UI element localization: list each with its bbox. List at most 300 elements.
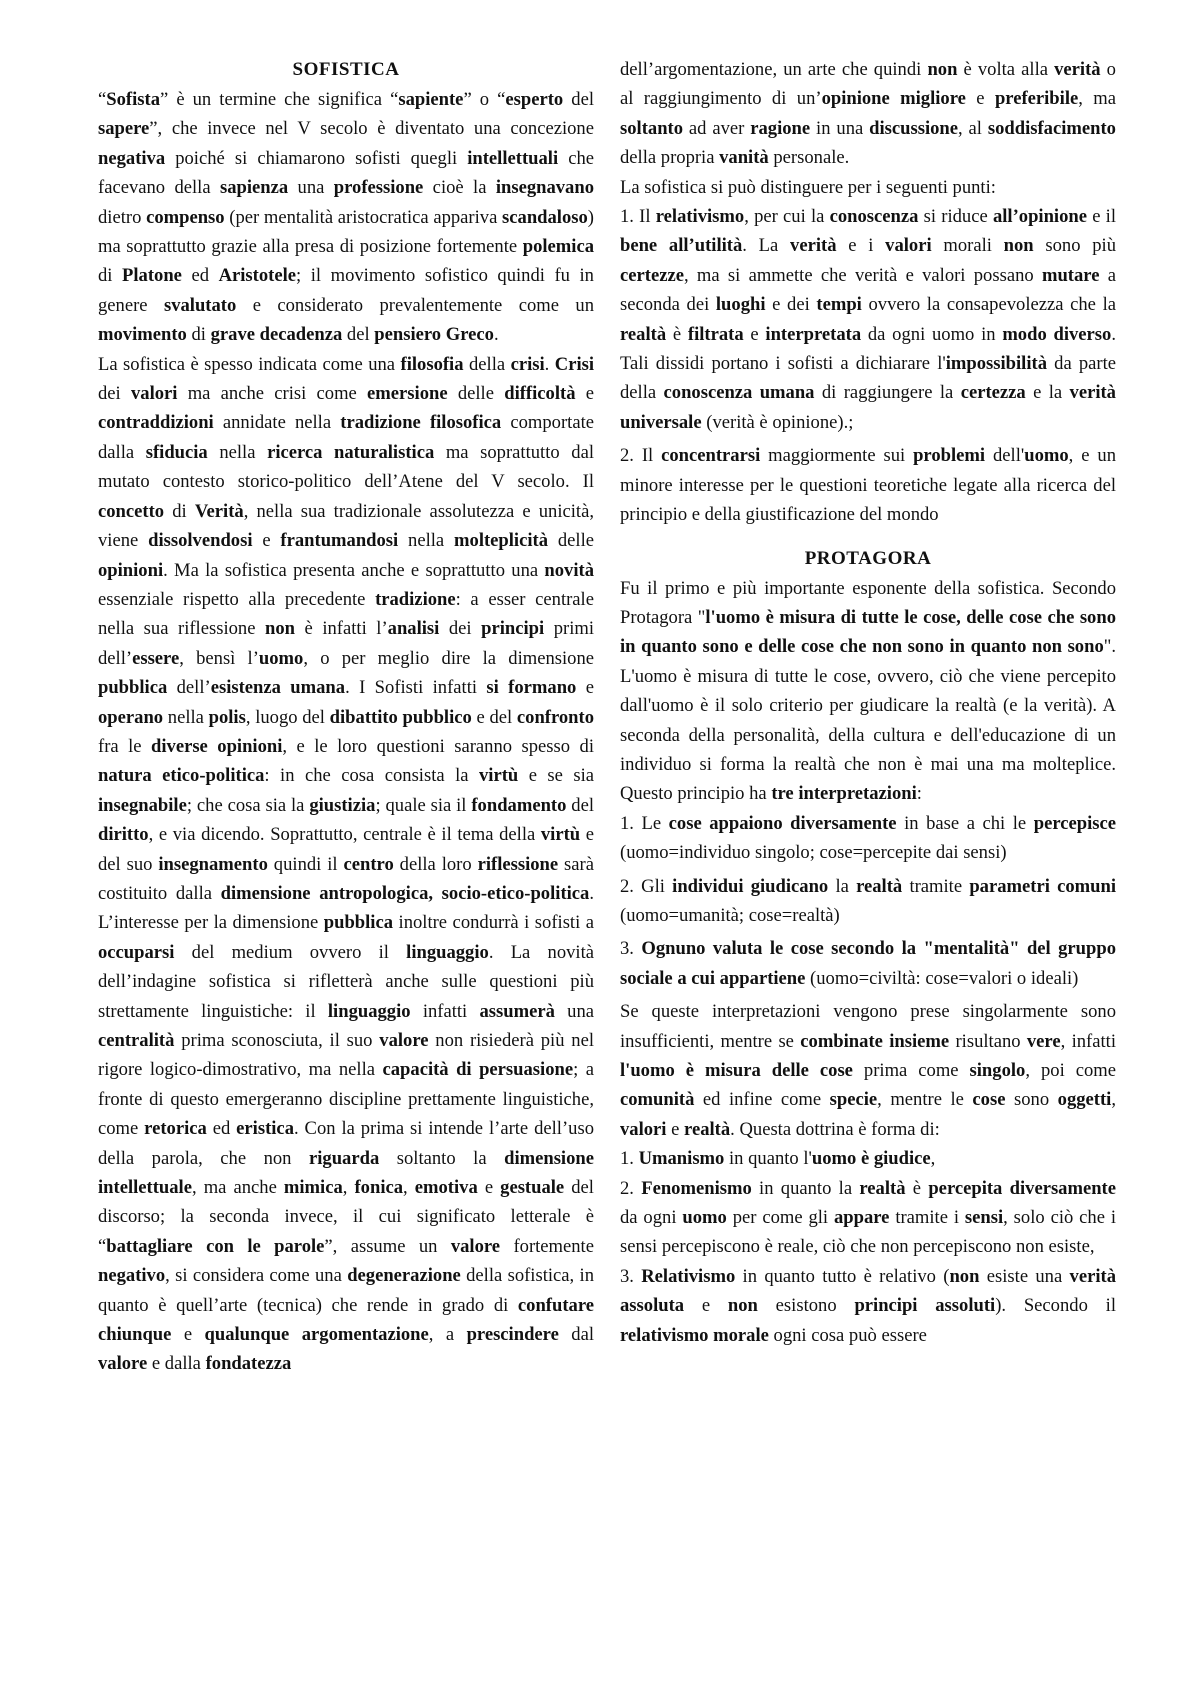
text-run: , xyxy=(930,1148,936,1170)
bold-text-run: certezza xyxy=(960,382,1026,404)
bold-text-run: preferibile xyxy=(994,88,1079,110)
text-run: cioè la xyxy=(423,177,496,199)
text-run: . Con la prima si intende l’arte dell’uso della parola, che non xyxy=(98,1118,594,1169)
bold-text-run: interpretata xyxy=(765,323,862,345)
bold-text-run: percepisce xyxy=(1033,812,1116,834)
bold-text-run: negativo xyxy=(98,1265,166,1287)
text-run: è xyxy=(905,1177,929,1199)
text-run: in quanto tutto è relativo ( xyxy=(735,1265,950,1287)
bold-text-run: tradizione filosofica xyxy=(340,412,502,434)
bold-text-run: sfiducia xyxy=(145,441,208,463)
bold-text-run: confronto xyxy=(516,706,595,728)
text-run: , poi come xyxy=(1025,1060,1116,1081)
bold-text-run: frantumandosi xyxy=(280,530,399,552)
section-title-protagora: PROTAGORA xyxy=(804,547,932,569)
text-run: e xyxy=(477,1177,501,1199)
bold-text-run: verità universale xyxy=(620,382,1116,433)
bold-text-run: non xyxy=(727,1295,758,1317)
text-run: , infatti xyxy=(1060,1030,1116,1052)
bold-text-run: combinate insieme xyxy=(800,1030,950,1052)
paragraph xyxy=(620,173,1116,202)
text-run: e xyxy=(743,323,766,345)
bold-text-run: principi assoluti xyxy=(854,1295,996,1317)
bold-text-run: filtrata xyxy=(687,323,744,345)
bold-text-run: luoghi xyxy=(715,294,766,316)
bold-text-run: comunità xyxy=(620,1089,695,1111)
bold-text-run: insegnabile xyxy=(98,794,187,816)
text-run: Se queste interpretazioni vengono prese singolarmente sono insufficienti, mentre se xyxy=(620,1001,1116,1052)
bold-text-run: tempi xyxy=(816,294,862,316)
text-run: della loro xyxy=(393,853,478,875)
bold-text-run: fondatezza xyxy=(205,1353,292,1375)
bold-text-run: non xyxy=(265,618,295,640)
bold-text-run: confutare chiunque xyxy=(98,1294,594,1346)
bold-text-run: molteplicità xyxy=(454,530,549,552)
text-run: , ma xyxy=(1078,88,1116,110)
text-run: e la xyxy=(1025,382,1070,404)
bold-text-run: singolo xyxy=(969,1060,1026,1081)
text-run: della sofistica, in quanto è quell’arte (tecnica) che rende in grado di xyxy=(98,1265,594,1316)
bold-text-run: realtà xyxy=(620,323,667,345)
bold-text-run: uomo è giudice xyxy=(811,1148,931,1170)
text-run: , a xyxy=(428,1324,467,1346)
bold-text-run: Ognuno valuta le cose secondo la "mentalità" del gruppo sociale a cui appartiene xyxy=(620,938,1117,989)
text-run: del xyxy=(342,324,375,346)
paragraph xyxy=(620,1262,1116,1350)
bold-text-run: mutare xyxy=(1041,264,1100,286)
text-run: , bensì l’ xyxy=(179,647,259,669)
bold-text-run: cose xyxy=(972,1089,1006,1111)
text-run: ed xyxy=(206,1118,237,1140)
text-run: infatti xyxy=(410,1000,480,1022)
text-run: e i xyxy=(836,235,886,257)
text-run: ”, che invece nel V secolo è diventato una concezione xyxy=(149,118,594,140)
bold-text-run: giustizia xyxy=(309,794,376,816)
text-run: una xyxy=(288,177,334,199)
bold-text-run: novità xyxy=(544,559,594,581)
bold-text-run: Verità xyxy=(194,500,244,522)
bold-text-run: qualunque argomentazione xyxy=(204,1324,429,1346)
bold-text-run: valore xyxy=(379,1030,429,1051)
bold-text-run: contraddizioni xyxy=(98,412,214,434)
text-run: in quanto la xyxy=(751,1177,860,1199)
bold-text-run: grave decadenza xyxy=(210,324,343,346)
text-run: non risiederà più nel rigore logico-dimostrativo, ma nella xyxy=(98,1030,594,1081)
bold-text-run: Sofista xyxy=(106,89,160,110)
bold-text-run: percepita diversamente xyxy=(928,1177,1117,1199)
text-run: maggiormente sui xyxy=(760,445,914,467)
bold-text-run: prescindere xyxy=(466,1324,559,1346)
bold-text-run: operano xyxy=(98,706,164,728)
text-run: di xyxy=(186,324,211,346)
bold-text-run: degenerazione xyxy=(347,1265,461,1287)
paragraph xyxy=(620,809,1116,868)
text-run: , per cui la xyxy=(744,206,830,228)
text-run: e xyxy=(252,530,281,552)
bold-text-run: verità assoluta xyxy=(620,1265,1116,1317)
bold-text-run: centralità xyxy=(98,1030,175,1051)
text-run: e dalla xyxy=(147,1353,206,1375)
text-run: : a esser centrale nella sua riflessione xyxy=(98,588,594,640)
text-run: . La xyxy=(742,235,791,257)
text-run: , e via dicendo. Soprattutto, centrale è il tema della xyxy=(148,824,541,846)
text-run: e xyxy=(965,88,995,110)
bold-text-run: cose appaiono diversamente xyxy=(668,812,897,834)
paragraph xyxy=(98,85,594,350)
text-run: . Questa dottrina è forma di: xyxy=(730,1118,940,1140)
bold-text-run: tradizione xyxy=(375,588,456,610)
text-run: (per mentalità aristocratica appariva xyxy=(224,206,503,228)
bold-text-run: parametri comuni xyxy=(969,875,1116,897)
bold-text-run: fonica xyxy=(354,1177,404,1199)
bold-text-run: dimensione antropologica, socio-etico-politica xyxy=(220,882,590,904)
bold-text-run: polemica xyxy=(522,236,594,258)
text-run: . Ma la sofistica presenta anche e soprattutto una xyxy=(163,559,545,581)
text-run: nella xyxy=(398,530,455,552)
text-run: comportate dalla xyxy=(98,412,594,463)
text-run: ovvero la consapevolezza che la xyxy=(861,294,1116,316)
paragraph xyxy=(620,997,1116,1144)
bold-text-run: intellettuali xyxy=(467,147,559,169)
text-run: . xyxy=(493,324,499,346)
text-run: e del xyxy=(471,706,517,728)
bold-text-run: diverse opinioni xyxy=(151,735,283,757)
text-run: da ogni xyxy=(620,1207,683,1229)
bold-text-run: tre interpretazioni xyxy=(771,783,917,805)
bold-text-run: svalutato xyxy=(163,294,237,316)
text-run: fortemente xyxy=(500,1235,594,1257)
bold-text-run: linguaggio xyxy=(327,1000,411,1022)
paragraph xyxy=(620,934,1116,993)
text-run: (verità è opinione).; xyxy=(701,411,854,433)
text-run: e dei xyxy=(765,294,817,316)
text-run: sono xyxy=(1005,1089,1058,1111)
text-run: del xyxy=(563,89,594,110)
bold-text-run: emotiva xyxy=(414,1177,478,1199)
bold-text-run: scandaloso xyxy=(502,206,588,228)
text-run: soltanto la xyxy=(379,1147,505,1169)
bold-text-run: battagliare con le parole xyxy=(106,1235,325,1257)
text-run: prima sconosciuta, il suo xyxy=(174,1030,380,1051)
bold-text-run: certezze xyxy=(620,264,684,286)
bold-text-run: mimica xyxy=(283,1177,343,1199)
text-run: 1. xyxy=(620,1148,639,1170)
bold-text-run: realtà xyxy=(684,1118,731,1140)
text-run: ". L'uomo è misura di tutte le cose, ovvero, ciò che viene percepito dall'uomo è il solo criterio per giudicare la realtà (e la verità). A seconda della personalità, della cultura e dell'educazione di un individuo si forma la realtà che non è mai una ma molteplice. Questo principio ha xyxy=(620,636,1116,805)
text-run: . xyxy=(544,353,555,375)
bold-text-run: opinioni xyxy=(98,559,164,581)
bold-text-run: l'uomo è misura di tutte le cose, delle cose che sono in quanto sono e delle cose che non sono in quanto non sono xyxy=(620,606,1116,658)
bold-text-run: esistenza umana xyxy=(210,677,346,699)
bold-text-run: uomo xyxy=(258,647,304,669)
bold-text-run: Relativismo xyxy=(641,1265,736,1287)
text-run: 2. Il xyxy=(620,445,662,467)
bold-text-run: uomo xyxy=(682,1207,727,1229)
text-run: da ogni uomo in xyxy=(861,323,1003,345)
bold-text-run: dissolvendosi xyxy=(148,530,253,552)
bold-text-run: movimento xyxy=(98,324,187,346)
bold-text-run: uomo xyxy=(1024,445,1069,467)
text-run: La sofistica si può distinguere per i seguenti punti: xyxy=(620,176,996,198)
text-run: ; il movimento sofistico quindi fu in genere xyxy=(98,265,594,316)
text-run: e xyxy=(575,383,595,405)
text-run: ed infine come xyxy=(694,1089,830,1111)
bold-text-run: appare xyxy=(833,1207,890,1229)
bold-text-run: realtà xyxy=(859,1177,906,1199)
bold-text-run: compenso xyxy=(146,206,225,228)
bold-text-run: difficoltà xyxy=(504,383,576,405)
text-run: , xyxy=(403,1177,415,1199)
bold-text-run: soltanto xyxy=(620,117,684,139)
text-run: inoltre condurrà i sofisti a xyxy=(393,912,595,934)
bold-text-run: analisi xyxy=(387,618,440,640)
bold-text-run: capacità di persuasione xyxy=(382,1059,574,1081)
bold-text-run: modo diverso xyxy=(1002,323,1112,345)
bold-text-run: soddisfacimento xyxy=(987,117,1116,139)
text-run: ; a fronte di questo emergeranno discipline prettamente linguistiche, come xyxy=(98,1059,594,1140)
text-run: è xyxy=(666,323,688,345)
text-run: , nella sua tradizionale assolutezza e unicità, viene xyxy=(98,500,594,552)
text-run: Fu il primo e più importante esponente della sofistica. Secondo Protagora " xyxy=(620,577,1116,628)
bold-text-run: realtà xyxy=(856,875,903,897)
bold-text-run: concetto xyxy=(98,500,165,522)
text-run: e il xyxy=(1086,206,1116,228)
text-run: ma soprattutto dal mutato contesto storico-politico dell’Atene del V secolo. Il xyxy=(98,441,594,493)
text-run: dell’ xyxy=(167,677,211,699)
text-run: dei xyxy=(98,383,131,405)
bold-text-run: verità xyxy=(1054,59,1101,80)
text-run: per come gli xyxy=(726,1207,834,1229)
text-run: dei xyxy=(439,618,482,640)
text-run: della propria xyxy=(620,147,720,169)
paragraph xyxy=(620,872,1116,931)
text-run: ). Secondo il xyxy=(995,1295,1116,1317)
bold-text-run: riguarda xyxy=(309,1147,380,1169)
bold-text-run: non xyxy=(927,59,958,80)
text-run: esistono xyxy=(757,1295,855,1317)
text-run: della xyxy=(463,353,511,375)
text-run: in una xyxy=(810,117,870,139)
bold-text-run: fondamento xyxy=(471,794,567,816)
text-run: e xyxy=(576,677,594,699)
bold-text-run: opinione migliore xyxy=(821,88,966,110)
bold-text-run: valori xyxy=(620,1118,667,1140)
text-run: nella xyxy=(207,441,268,463)
bold-text-run: Fenomenismo xyxy=(641,1177,752,1199)
text-run: La sofistica è spesso indicata come una xyxy=(98,353,401,375)
right-column-body-top xyxy=(620,55,1116,530)
paragraph xyxy=(620,441,1116,529)
bold-text-run: assumerà xyxy=(479,1000,555,1022)
paragraph xyxy=(98,350,594,1379)
bold-text-run: centro xyxy=(343,853,394,875)
text-run: una xyxy=(554,1000,594,1022)
text-run: risultano xyxy=(949,1030,1027,1052)
bold-text-run: virtù xyxy=(478,765,519,787)
bold-text-run: relativismo morale xyxy=(620,1324,769,1346)
bold-text-run: professione xyxy=(333,177,424,199)
bold-text-run: essere xyxy=(132,647,180,669)
right-column xyxy=(620,55,1116,1350)
text-run: del xyxy=(566,794,594,816)
bold-text-run: ragione xyxy=(750,117,811,139)
text-run: , mentre le xyxy=(877,1089,973,1111)
bold-text-run: filosofia xyxy=(400,353,464,375)
bold-text-run: concentrarsi xyxy=(661,445,761,467)
text-run: , si considera come una xyxy=(165,1265,348,1287)
bold-text-run: gestuale xyxy=(500,1177,565,1199)
text-run: , e le loro questioni saranno spesso di xyxy=(282,735,595,757)
bold-text-run: valori xyxy=(130,383,178,405)
text-run: e se sia xyxy=(518,765,595,787)
bold-text-run: sapienza xyxy=(219,177,289,199)
text-run: , luogo del xyxy=(245,706,330,728)
text-run: dietro xyxy=(98,206,147,228)
text-run: (uomo=umanità; cose=realtà) xyxy=(620,904,840,926)
right-column-body-bottom xyxy=(620,574,1116,1351)
bold-text-run: insegnavano xyxy=(495,177,594,199)
bold-text-run: discussione xyxy=(869,117,959,139)
text-run: ed xyxy=(181,265,219,287)
text-run: la xyxy=(828,875,857,897)
bold-text-run: Crisi xyxy=(554,353,595,375)
text-run: ; che cosa sia la xyxy=(186,794,310,816)
bold-text-run: dibattito pubblico xyxy=(329,706,472,728)
text-run: e xyxy=(666,1118,685,1140)
text-run: da parte della xyxy=(620,353,1116,404)
text-run: dell’argomentazione, un arte che quindi xyxy=(620,59,928,80)
bold-text-run: impossibilità xyxy=(945,353,1047,375)
bold-text-run: occuparsi xyxy=(98,941,175,963)
text-run: in base a chi le xyxy=(896,812,1034,834)
text-run: e xyxy=(684,1295,728,1317)
bold-text-run: ricerca naturalistica xyxy=(267,441,435,463)
text-run: (uomo=individuo singolo; cose=percepite dai sensi) xyxy=(620,842,1007,864)
bold-text-run: oggetti xyxy=(1057,1089,1112,1111)
bold-text-run: riflessione xyxy=(477,853,559,875)
bold-text-run: retorica xyxy=(144,1118,207,1140)
bold-text-run: valore xyxy=(450,1235,501,1257)
text-run: di xyxy=(164,500,195,522)
bold-text-run: dimensione intellettuale xyxy=(98,1147,594,1199)
text-run: tramite xyxy=(902,875,970,897)
text-run: che facevano della xyxy=(98,147,594,199)
text-run: ) ma soprattutto grazie alla presa di posizione fortemente xyxy=(98,206,594,258)
bold-text-run: si formano xyxy=(486,677,577,699)
bold-text-run: non xyxy=(949,1265,980,1287)
text-run: e xyxy=(171,1324,205,1346)
bold-text-run: eristica xyxy=(236,1118,294,1140)
bold-text-run: relativismo xyxy=(655,206,745,228)
bold-text-run: principi xyxy=(481,618,545,640)
text-run: è infatti l’ xyxy=(295,618,388,640)
bold-text-run: crisi xyxy=(510,353,545,375)
bold-text-run: specie xyxy=(829,1089,878,1111)
text-run: fra le xyxy=(98,735,152,757)
bold-text-run: diritto xyxy=(98,824,149,846)
bold-text-run: bene all’utilità xyxy=(620,235,743,257)
text-run: 3. xyxy=(620,938,642,960)
text-run: dal xyxy=(558,1324,594,1346)
text-run: nella xyxy=(163,706,209,728)
paragraph xyxy=(620,55,1116,173)
bold-text-run: negativa xyxy=(98,147,166,169)
text-run: 2. Gli xyxy=(620,875,673,897)
text-run: . L’interesse per la dimensione xyxy=(98,882,595,934)
text-run: essenziale rispetto alla precedente xyxy=(98,588,376,610)
bold-text-run: pensiero Greco xyxy=(374,324,494,346)
text-run: , al xyxy=(958,117,988,139)
text-run: ; quale sia il xyxy=(375,794,472,816)
text-run: ”, assume un xyxy=(324,1235,451,1257)
bold-text-run: vere xyxy=(1026,1030,1061,1052)
text-run: di raggiungere la xyxy=(814,382,961,404)
text-run: ogni cosa può essere xyxy=(768,1324,927,1346)
text-run: , xyxy=(342,1177,355,1199)
section-title-sofistica: SOFISTICA xyxy=(292,59,400,80)
text-run: di xyxy=(98,265,123,287)
text-run: , e un minore interesse per le questioni teoretiche legate alla ricerca del principio e della giustificazione del mondo xyxy=(620,445,1116,526)
text-run: . La novità dell’indagine sofistica si rifletterà anche sulle questioni più strettamente linguistiche: il xyxy=(98,941,594,1022)
text-run: in quanto l' xyxy=(724,1148,812,1170)
text-run: morali xyxy=(931,235,1004,257)
bold-text-run: pubblica xyxy=(323,912,394,934)
text-run: sarà costituito dalla xyxy=(98,853,594,904)
text-run: tramite i xyxy=(889,1207,965,1229)
text-run: ” è un termine che significa “ xyxy=(160,89,399,110)
text-run: 1. Le xyxy=(620,812,669,834)
text-run: personale. xyxy=(768,147,850,169)
bold-text-run: individui giudicano xyxy=(672,875,829,897)
text-run: : xyxy=(916,783,922,805)
text-run: , xyxy=(1111,1089,1116,1111)
text-run: si riduce xyxy=(918,206,993,228)
text-run: 1. Il xyxy=(620,206,656,228)
bold-text-run: conoscenza umana xyxy=(663,382,815,404)
text-run: ma anche crisi come xyxy=(177,383,368,405)
bold-text-run: all’opinione xyxy=(992,206,1087,228)
text-run: poiché si chiamarono sofisti quegli xyxy=(165,147,468,169)
bold-text-run: insegnamento xyxy=(158,853,268,875)
text-run: : in che cosa consista la xyxy=(264,765,479,787)
text-run: prima come xyxy=(852,1060,970,1081)
bold-text-run: vanità xyxy=(719,147,769,169)
paragraph xyxy=(620,1144,1116,1173)
text-run: , ma si ammette che verità e valori possano xyxy=(683,264,1042,286)
bold-text-run: linguaggio xyxy=(406,941,489,963)
text-run: . Tali dissidi portano i sofisti a dichiarare l' xyxy=(620,323,1116,375)
text-run: dell' xyxy=(985,445,1025,467)
text-run: ” o “ xyxy=(463,89,506,110)
bold-text-run: pubblica xyxy=(98,677,168,699)
text-run: esiste una xyxy=(979,1265,1070,1287)
bold-text-run: esperto xyxy=(505,89,564,110)
text-run: . I Sofisti infatti xyxy=(345,677,487,699)
text-run: ad aver xyxy=(683,117,751,139)
text-run: o al raggiungimento di un’ xyxy=(620,59,1116,110)
paragraph xyxy=(620,1174,1116,1262)
bold-text-run: Umanismo xyxy=(638,1148,725,1170)
bold-text-run: Platone xyxy=(122,265,182,287)
paragraph xyxy=(620,202,1116,437)
text-run: delle xyxy=(548,530,594,552)
text-run: primi dell’ xyxy=(98,618,594,669)
bold-text-run: verità xyxy=(790,235,837,257)
bold-text-run: problemi xyxy=(913,445,986,467)
bold-text-run: conoscenza xyxy=(829,206,919,228)
text-run: 3. xyxy=(620,1265,642,1287)
bold-text-run: valori xyxy=(885,235,932,257)
